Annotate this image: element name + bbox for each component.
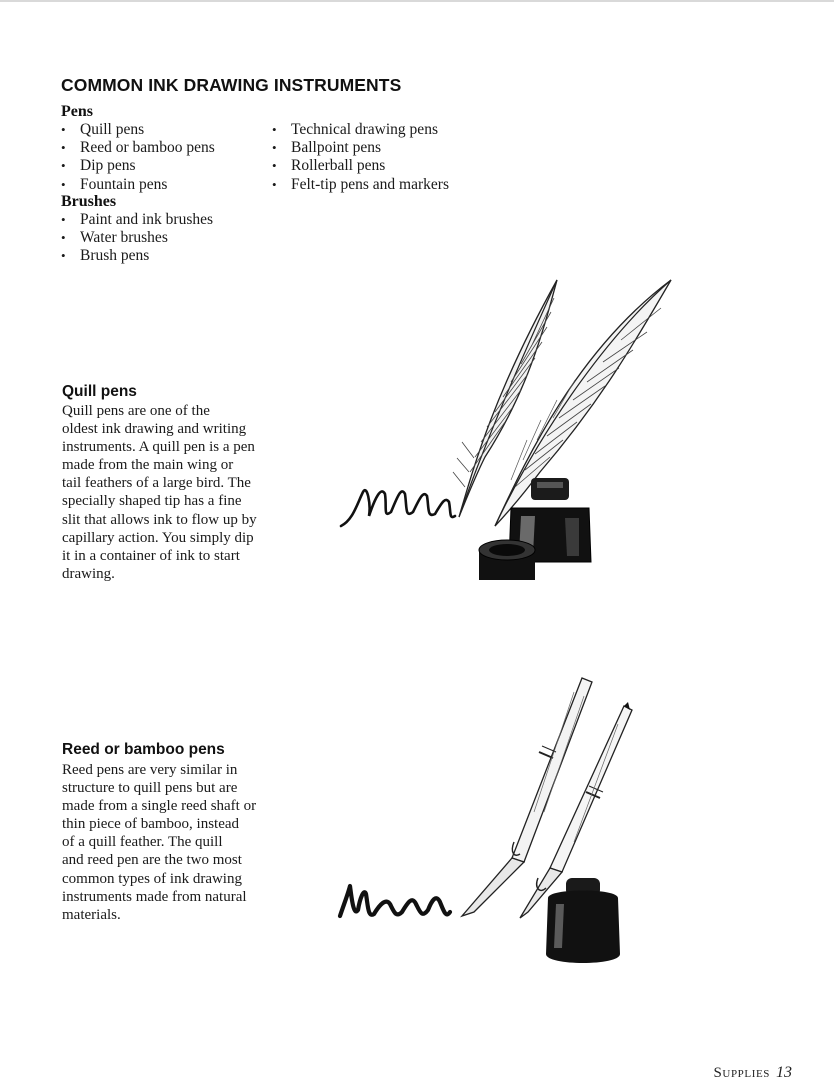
pens-heading: Pens: [61, 103, 93, 120]
feather-right: [495, 280, 671, 526]
ink-scribble: [341, 490, 455, 526]
running-head: Supplies: [713, 1065, 770, 1081]
brushes-heading: Brushes: [61, 193, 117, 210]
top-edge-rule: [0, 0, 834, 2]
reed-pens-and-ink-bottle-illustration: [334, 672, 634, 972]
list-item: • Paint and ink brushes: [61, 211, 213, 229]
pens-list-column-2: [272, 121, 449, 194]
quill-pens-body: [62, 402, 277, 583]
body-line: specially shaped tip has a fine: [62, 493, 242, 510]
list-item: • Felt-tip pens and markers: [272, 176, 449, 194]
quill-pens-and-ink-bottle-illustration: [335, 272, 680, 592]
reed-pens-heading: Reed or bamboo pens: [62, 741, 225, 758]
list-item: • Ballpoint pens: [272, 139, 449, 157]
list-item: • Brush pens: [61, 247, 213, 265]
body-line: tail feathers of a large bird. The: [62, 475, 251, 492]
list-item: • Reed or bamboo pens: [61, 139, 215, 157]
page-footer: [713, 1064, 792, 1082]
body-line: instruments. A quill pen is a pen: [62, 439, 255, 456]
list-item: • Technical drawing pens: [272, 121, 449, 139]
brushes-list: [61, 211, 213, 266]
list-item: • Dip pens: [61, 157, 215, 175]
body-line: common types of ink drawing: [62, 870, 242, 887]
body-line: capillary action. You simply dip: [62, 529, 254, 546]
body-line: and reed pen are the two most: [62, 852, 242, 869]
pens-list-column-1: [61, 121, 215, 194]
body-line: Reed pens are very similar in: [62, 762, 238, 778]
list-item: • Rollerball pens: [272, 157, 449, 175]
body-line: oldest ink drawing and writing: [62, 421, 247, 438]
body-line: drawing.: [62, 565, 115, 582]
body-line: materials.: [62, 906, 121, 923]
body-line: thin piece of bamboo, instead: [62, 816, 240, 833]
body-line: of a quill feather. The quill: [62, 834, 223, 851]
quill-pens-heading: Quill pens: [62, 383, 137, 400]
reed-pens-body: [62, 761, 277, 924]
list-item: • Quill pens: [61, 121, 215, 139]
body-line: made from a single reed shaft or: [62, 798, 257, 815]
body-line: instruments made from natural: [62, 888, 247, 905]
page-title: COMMON INK DRAWING INSTRUMENTS: [61, 75, 402, 95]
body-line: Quill pens are one of the: [62, 403, 210, 419]
page-number: 13: [776, 1064, 792, 1081]
body-line: it in a container of ink to start: [62, 547, 240, 564]
list-item: • Fountain pens: [61, 176, 215, 194]
ink-bottle: [546, 878, 620, 963]
ink-bottle-cap: [479, 540, 535, 580]
body-line: made from the main wing or: [62, 457, 234, 474]
list-item: • Water brushes: [61, 229, 213, 247]
ink-scribble: [340, 886, 450, 916]
body-line: slit that allows ink to flow up by: [62, 511, 257, 528]
body-line: structure to quill pens but are: [62, 780, 238, 797]
